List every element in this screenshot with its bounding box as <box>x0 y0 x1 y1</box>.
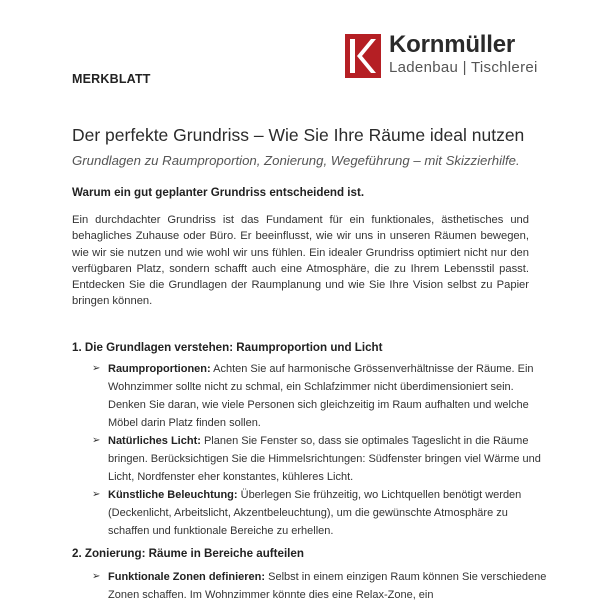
bullet-list-grundlagen <box>92 360 552 540</box>
list-item <box>92 432 552 486</box>
bullet-text: Überlegen Sie frühzeitig, wo Lichtquellen benötigt werden (Deckenlicht, Arbeitslicht, Akzentbeleuchtung), um die gewünschte Atmosphäre zu schaffen und funktionale Bereiche zu erhellen. <box>108 489 522 537</box>
brand-tagline <box>389 59 538 76</box>
bullet-term: Raumproportionen: <box>108 363 211 375</box>
list-item <box>92 360 552 432</box>
logo-mark <box>345 34 381 78</box>
document-subtitle: Grundlagen zu Raumproportion, Zonierung, Wegeführung – mit Skizzierhilfe. <box>72 153 520 168</box>
tagline-separator: | <box>462 59 467 76</box>
bullet-term: Funktionale Zonen definieren: <box>108 571 266 583</box>
document-title: Der perfekte Grundriss – Wie Sie Ihre Räume ideal nutzen <box>72 125 525 145</box>
bullet-term: Natürliches Licht: <box>108 435 201 447</box>
arrow-bullet-icon: ➢ <box>92 571 101 582</box>
bullet-text: Achten Sie auf harmonische Grössenverhältnisse der Räume. Ein Wohnzimmer sollte nicht zu schmal, ein Schlafzimmer nicht überdimensioniert sein. Denken Sie daran, wie viele Personen sich gleichzeitig im Raum aufhalten und welche Möbel darin Platz finden sollen. <box>108 363 534 429</box>
list-item <box>92 486 552 540</box>
tagline-tischlerei: Tischlerei <box>471 59 538 76</box>
arrow-bullet-icon: ➢ <box>92 363 101 374</box>
bullet-text: Selbst in einem einzigen Raum können Sie verschiedene Zonen schaffen. Im Wohnzimmer könnte dies eine Relax-Zone, ein <box>108 571 547 600</box>
bullet-list-zonierung <box>92 568 552 600</box>
bullet-text: Planen Sie Fenster so, dass sie optimales Tageslicht in die Räume bringen. Berücksichtigen Sie die Himmelsrichtungen: Südfenster bringen viel Wärme und Licht, Nordfenster eher konstantes, kühleres Licht. <box>108 435 541 483</box>
tagline-ladenbau: Ladenbau <box>389 59 459 76</box>
arrow-bullet-icon: ➢ <box>92 489 101 500</box>
list-item <box>92 568 552 600</box>
section-heading-zonierung: 2. Zonierung: Räume in Bereiche aufteilen <box>72 547 304 560</box>
document-label: MERKBLATT <box>72 72 151 86</box>
arrow-bullet-icon: ➢ <box>92 435 101 446</box>
brand-name: Kornmüller <box>389 31 516 58</box>
intro-paragraph: Ein durchdachter Grundriss ist das Fundament für ein funktionales, ästhetisches und behagliches Zuhause oder Büro. Er beeinflusst, wie wir uns in unseren Räumen bewegen, wie wir sie nutzen und wie wohl wir uns fühlen. Ein idealer Grundriss optimiert nicht nur den verfügbaren Platz, sondern schafft auch eine Atmosphäre, die zu Ihrem Lebensstil passt. Entdecken Sie die Grundlagen der Raumplanung und wie Sie Ihre Vision selbst zu Papier bringen können. <box>72 214 529 308</box>
bullet-term: Künstliche Beleuchtung: <box>108 489 238 501</box>
intro-heading: Warum ein gut geplanter Grundriss entscheidend ist. <box>72 186 365 199</box>
section-heading-grundlagen: 1. Die Grundlagen verstehen: Raumproportion und Licht <box>72 341 383 354</box>
